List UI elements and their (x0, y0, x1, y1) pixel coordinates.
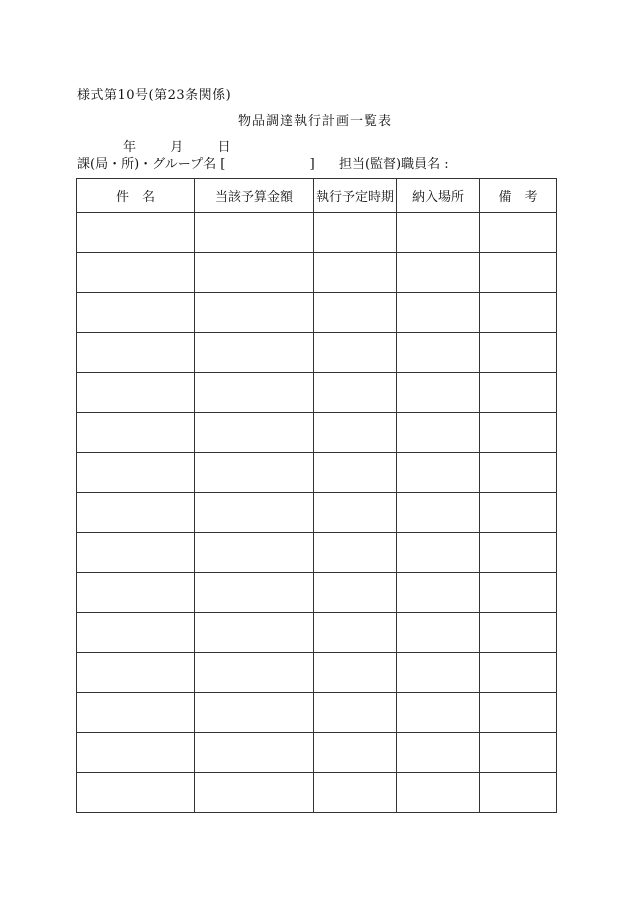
table-row (77, 453, 557, 493)
table-cell[interactable] (314, 693, 397, 733)
table-cell[interactable] (397, 413, 480, 453)
table-row (77, 773, 557, 813)
table-row (77, 293, 557, 333)
table-cell[interactable] (314, 493, 397, 533)
table-cell[interactable] (195, 573, 314, 613)
table-cell[interactable] (195, 373, 314, 413)
table-cell[interactable] (195, 693, 314, 733)
table-cell[interactable] (480, 533, 557, 573)
table-cell[interactable] (77, 653, 195, 693)
table-cell[interactable] (195, 333, 314, 373)
table-cell[interactable] (314, 613, 397, 653)
table-row (77, 493, 557, 533)
table-cell[interactable] (314, 453, 397, 493)
department-bracket-close: ] (309, 157, 315, 172)
table-row (77, 413, 557, 453)
date-year-label: 年 (123, 140, 137, 155)
form-number: 様式第10号(第23条関係) (77, 88, 232, 103)
table-cell[interactable] (77, 213, 195, 253)
table-cell[interactable] (397, 453, 480, 493)
table-cell[interactable] (480, 293, 557, 333)
table-cell[interactable] (195, 453, 314, 493)
table-cell[interactable] (480, 453, 557, 493)
table-cell[interactable] (480, 253, 557, 293)
department-line (77, 153, 449, 172)
table-cell[interactable] (397, 373, 480, 413)
table-cell[interactable] (397, 493, 480, 533)
column-header-delivery-place: 納入場所 (397, 179, 480, 213)
table-cell[interactable] (314, 413, 397, 453)
table-cell[interactable] (397, 253, 480, 293)
table-cell[interactable] (397, 573, 480, 613)
procurement-plan-table (76, 178, 557, 813)
table-cell[interactable] (480, 653, 557, 693)
table-cell[interactable] (314, 573, 397, 613)
column-header-remarks: 備 考 (480, 179, 557, 213)
table-cell[interactable] (480, 493, 557, 533)
table-row (77, 373, 557, 413)
table-cell[interactable] (480, 373, 557, 413)
table-cell[interactable] (480, 693, 557, 733)
table-cell[interactable] (480, 413, 557, 453)
table-row (77, 533, 557, 573)
table-cell[interactable] (314, 733, 397, 773)
department-bracket-open: [ (220, 157, 226, 172)
table-cell[interactable] (480, 773, 557, 813)
table-cell[interactable] (195, 253, 314, 293)
table-cell[interactable] (480, 613, 557, 653)
table-cell[interactable] (77, 453, 195, 493)
table-cell[interactable] (195, 773, 314, 813)
table-cell[interactable] (77, 533, 195, 573)
table-cell[interactable] (314, 653, 397, 693)
table-cell[interactable] (397, 293, 480, 333)
table-cell[interactable] (77, 693, 195, 733)
table-cell[interactable] (195, 493, 314, 533)
table-cell[interactable] (77, 573, 195, 613)
table-row (77, 333, 557, 373)
table-cell[interactable] (397, 733, 480, 773)
table-cell[interactable] (314, 293, 397, 333)
table-cell[interactable] (77, 773, 195, 813)
table-cell[interactable] (480, 733, 557, 773)
table-cell[interactable] (195, 293, 314, 333)
table-cell[interactable] (77, 293, 195, 333)
table-cell[interactable] (397, 693, 480, 733)
document-title: 物品調達執行計画一覧表 (237, 114, 392, 129)
table-row (77, 573, 557, 613)
table-row (77, 693, 557, 733)
table-cell[interactable] (77, 333, 195, 373)
table-cell[interactable] (397, 653, 480, 693)
column-header-item-name: 件 名 (77, 179, 195, 213)
table-cell[interactable] (195, 653, 314, 693)
table-cell[interactable] (480, 573, 557, 613)
table-cell[interactable] (195, 533, 314, 573)
table-row (77, 613, 557, 653)
table-cell[interactable] (397, 773, 480, 813)
table-cell[interactable] (480, 333, 557, 373)
table-cell[interactable] (397, 213, 480, 253)
table-row (77, 733, 557, 773)
table-cell[interactable] (77, 253, 195, 293)
table-cell[interactable] (195, 413, 314, 453)
table-cell[interactable] (195, 613, 314, 653)
table-cell[interactable] (77, 613, 195, 653)
table-cell[interactable] (480, 213, 557, 253)
date-month-label: 月 (170, 140, 184, 155)
table-body (77, 213, 557, 813)
table-cell[interactable] (77, 733, 195, 773)
table-cell[interactable] (397, 613, 480, 653)
table-cell[interactable] (195, 213, 314, 253)
table-cell[interactable] (397, 333, 480, 373)
table-cell[interactable] (314, 253, 397, 293)
table-cell[interactable] (314, 533, 397, 573)
table-cell[interactable] (77, 493, 195, 533)
table-cell[interactable] (314, 333, 397, 373)
table-cell[interactable] (314, 213, 397, 253)
column-header-budget-amount: 当該予算金額 (195, 179, 314, 213)
staff-label: 担当(監督)職員名 : (338, 157, 449, 172)
table-cell[interactable] (195, 733, 314, 773)
table-cell[interactable] (314, 373, 397, 413)
table-cell[interactable] (77, 413, 195, 453)
table-row (77, 253, 557, 293)
table-header-row (77, 179, 557, 213)
table-row (77, 213, 557, 253)
table-cell[interactable] (397, 533, 480, 573)
table-row (77, 653, 557, 693)
table-cell[interactable] (314, 773, 397, 813)
date-day-label: 日 (217, 140, 231, 155)
department-label: 課(局・所)・グループ名 (77, 157, 217, 172)
column-header-schedule: 執行予定時期 (314, 179, 397, 213)
table-cell[interactable] (77, 373, 195, 413)
